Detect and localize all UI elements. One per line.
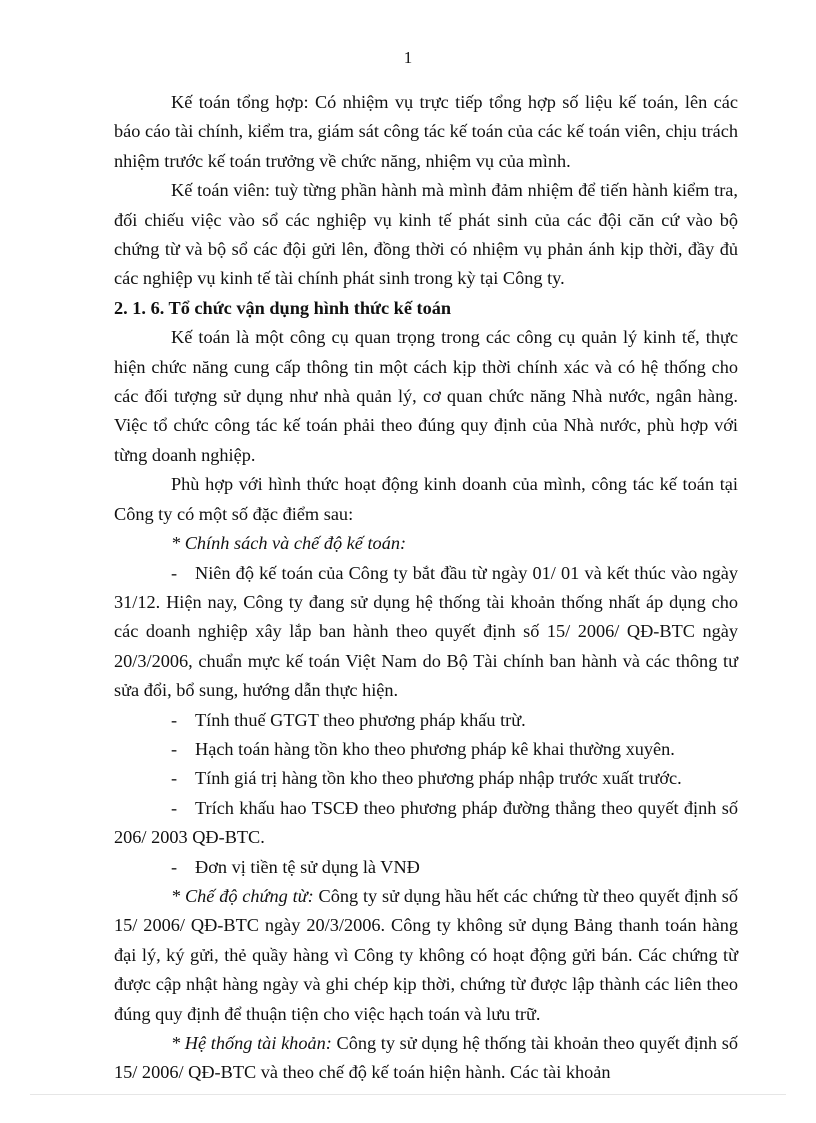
list-item	[114, 735, 738, 764]
paragraph-company-features: Phù hợp với hình thức hoạt động kinh doanh của mình, công tác kế toán tại Công ty có một số đặc điểm sau:	[114, 474, 738, 524]
paragraph-accounting-role: Kế toán là một công cụ quan trọng trong các công cụ quản lý kinh tế, thực hiện chức năng cung cấp thông tin một cách kịp thời chính xác và có hệ thống cho các đối tượng sử dụng như nhà quản lý, cơ quan chức năng Nhà nước, ngân hàng. Việc tổ chức công tác kế toán phải theo đúng quy định của Nhà nước, phù hợp với từng doanh nghiệp.	[114, 327, 738, 465]
list-item-text: Trích khấu hao TSCĐ theo phương pháp đường thẳng theo quyết định số 206/ 2003 QĐ-BTC.	[114, 797, 738, 848]
list-item-text: Tính giá trị hàng tồn kho theo phương pháp nhập trước xuất trước.	[195, 768, 682, 789]
paragraph-staff-accountant: Kế toán viên: tuỳ từng phần hành mà mình đảm nhiệm để tiến hành kiểm tra, đối chiếu việc vào sổ các nghiệp vụ kinh tế phát sinh của các đội căn cứ vào bộ chứng từ và bộ sổ các đội gửi lên, đồng thời có nhiệm vụ phản ánh kịp thời, đầy đủ các nghiệp vụ kinh tế tài chính phát sinh trong kỳ tại Công ty.	[114, 180, 738, 289]
paragraph-voucher-regime	[114, 882, 738, 1029]
dash-marker: -	[171, 768, 178, 789]
list-item	[114, 559, 738, 706]
list-item	[114, 706, 738, 735]
dash-marker: -	[171, 562, 178, 583]
voucher-label: * Chế độ chứng từ:	[171, 885, 314, 906]
list-item	[114, 853, 738, 882]
page-bottom-divider	[30, 1094, 786, 1095]
policy-subheading: * Chính sách và chế độ kế toán:	[171, 533, 407, 554]
dash-marker: -	[171, 738, 178, 759]
voucher-text: Công ty sử dụng hầu hết các chứng từ theo quyết định số 15/ 2006/ QĐ-BTC ngày 20/3/2006. Công ty không sử dụng Bảng thanh toán hàng đại lý, ký gửi, thẻ quầy hàng vì Công ty không có hoạt động gửi bán. Các chứng từ được cập nhật hàng ngày và ghi chép kịp thời, chứng từ được lập thành các liên theo đúng quy định để thuận tiện cho việc hạch toán và lưu trữ.	[114, 885, 739, 1024]
dash-marker: -	[171, 856, 178, 877]
account-text: Công ty sử dụng hệ thống tài khoản theo quyết định số 15/ 2006/ QĐ-BTC và theo chế độ kế toán hiện hành. Các tài khoản	[114, 1033, 738, 1083]
dash-marker: -	[171, 709, 178, 730]
page-number: 1	[403, 48, 413, 67]
account-label: * Hệ thống tài khoản:	[171, 1033, 332, 1053]
paragraph-account-system	[114, 1029, 738, 1088]
list-item-text: Tính thuế GTGT theo phương pháp khấu trừ.	[195, 709, 526, 730]
list-item-text: Đơn vị tiền tệ sử dụng là VNĐ	[195, 856, 420, 877]
paragraph-general-accountant: Kế toán tổng hợp: Có nhiệm vụ trực tiếp tổng hợp số liệu kế toán, lên các báo cáo tài chính, kiểm tra, giám sát công tác kế toán của các kế toán viên, chịu trách nhiệm trước kế toán trưởng về chức năng, nhiệm vụ của mình.	[114, 92, 738, 171]
section-heading: 2. 1. 6. Tổ chức vận dụng hình thức kế toán	[114, 297, 452, 318]
list-item-text: Niên độ kế toán của Công ty bắt đầu từ ngày 01/ 01 và kết thúc vào ngày 31/12. Hiện nay, Công ty đang sử dụng hệ thống tài khoản thống nhất áp dụng cho các doanh nghiệp xây lắp ban hành theo quyết định số 15/ 2006/ QĐ-BTC ngày 20/3/2006, chuẩn mực kế toán Việt Nam do Bộ Tài chính ban hành và các thông tư sửa đổi, bổ sung, hướng dẫn thực hiện.	[114, 562, 738, 701]
document-body	[114, 88, 738, 1088]
list-item	[114, 764, 738, 793]
dash-marker: -	[171, 797, 178, 818]
list-item-text: Hạch toán hàng tồn kho theo phương pháp kê khai thường xuyên.	[195, 738, 675, 759]
list-item	[114, 794, 738, 853]
